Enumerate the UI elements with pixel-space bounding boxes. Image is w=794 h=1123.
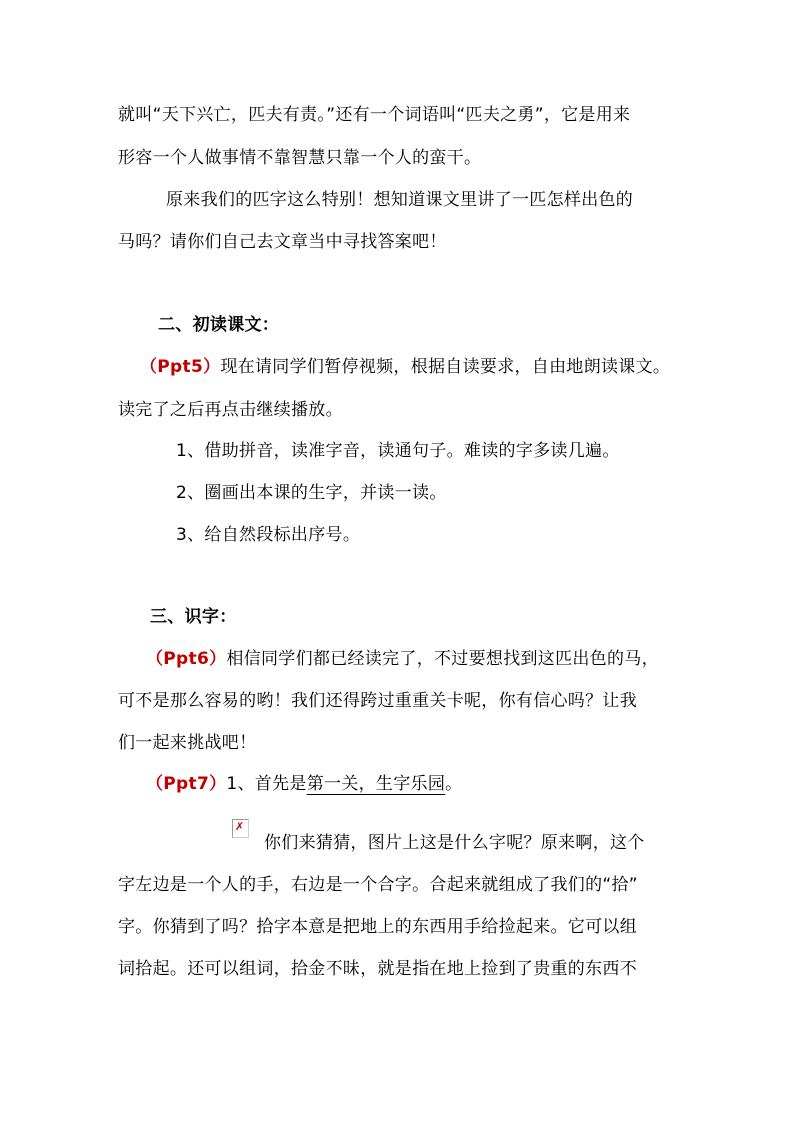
- paragraph-line: 字。你猜到了吗？拾字本意是把地上的东西用手给捡起来。它可以组: [118, 917, 637, 937]
- paragraph-text: 现在请同学们暂停视频，根据自读要求，自由地朗读课文。: [220, 357, 671, 377]
- paragraph-line: 马吗？请你们自己去文章当中寻找答案吧！: [118, 232, 447, 252]
- paragraph-line: 读完了之后再点击继续播放。: [118, 400, 343, 420]
- ppt-label: （Ppt6）: [146, 649, 227, 669]
- section-heading: 二、初读课文：: [158, 315, 280, 335]
- paragraph-line: [146, 772, 462, 796]
- broken-image-icon: [232, 819, 249, 838]
- list-item: 1、借助拼音，读准字音，读通句子。难读的字多读几遍。: [176, 441, 620, 461]
- paragraph-line: 你们来猜猜，图片上这是什么字呢？原来啊，这个: [264, 833, 645, 853]
- underlined-text: 第一关，生字乐园: [306, 774, 446, 794]
- paragraph-line: 原来我们的匹字这么特别！想知道课文里讲了一匹怎样出色的: [166, 190, 634, 210]
- paragraph-text: 相信同学们都已经读完了，不过要想找到这匹出色的马，: [226, 649, 659, 669]
- ppt-label: （Ppt7）: [146, 774, 227, 794]
- paragraph-line: [140, 355, 670, 379]
- paragraph-line: [146, 647, 659, 671]
- paragraph-text: 。: [445, 774, 463, 794]
- section-heading: 三、识字：: [150, 607, 237, 627]
- list-item: 3、给自然段标出序号。: [176, 525, 361, 545]
- paragraph-line: 可不是那么容易的哟！我们还得跨过重重关卡呢，你有信心吗？让我: [118, 691, 637, 711]
- paragraph-line: 词拾起。还可以组词，拾金不昧，就是指在地上捡到了贵重的东西不: [118, 959, 637, 979]
- list-item: 2、圈画出本课的生字，并读一读。: [176, 483, 447, 503]
- paragraph-line: 形容一个人做事情不靠智慧只靠一个人的蛮干。: [118, 148, 482, 168]
- ppt-label: （Ppt5）: [140, 357, 221, 377]
- paragraph-line: 们一起来挑战吧！: [118, 733, 257, 753]
- paragraph-line: 字左边是一个人的手，右边是一个合字。合起来就组成了我们的“拾”: [118, 875, 638, 895]
- image-error-mark: ✗: [235, 820, 245, 833]
- paragraph-line: 就叫“天下兴亡，匹夫有责。”还有一个词语叫“匹夫之勇”，它是用来: [118, 105, 631, 125]
- paragraph-text: 1、首先是: [226, 774, 307, 794]
